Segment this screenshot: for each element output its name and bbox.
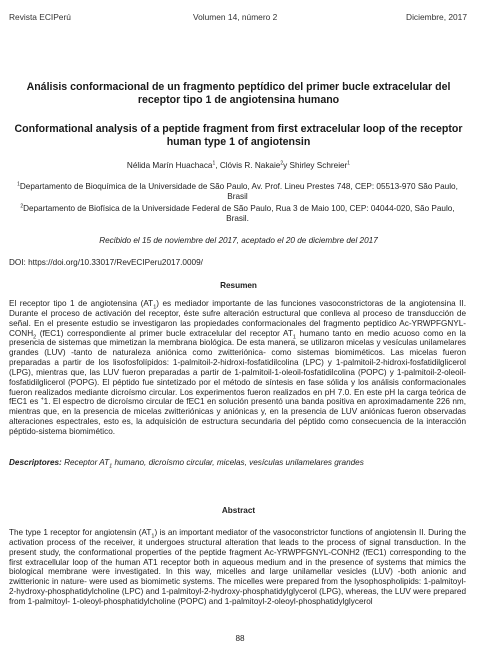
running-header xyxy=(9,13,467,25)
author-affiliation-mark: 2 xyxy=(280,160,284,167)
subscript: 2 xyxy=(33,334,37,341)
author-name: Shirley Schreier xyxy=(289,161,348,170)
subscript: 1 xyxy=(109,463,113,470)
title-spanish: Análisis conformacional de un fragmento peptídico del primer bucle extracelular del receptor tipo 1 de angiotensina humano xyxy=(26,81,451,107)
received-accepted-dates: Recibido el 15 de noviembre del 2017, aceptado el 20 de diciembre del 2017 xyxy=(99,236,378,245)
title-english: Conformational analysis of a peptide fragment from first extracelular loop of the receptor human type 1 of angiotensin xyxy=(14,123,463,149)
text-run: humano tanto en medio acuoso como en la presencia de sistemas que mimetizan la membrana biológica. De esta manera, se utilizaron micelas y vesículas unilamelares grandes (LUV) -tanto de naturaleza aniónica como zwitteriónica- como sistemas biomiméticos. Las micelas fueron preparadas a partir de los lisofosfolípidos: 1-palmitoil-2-hidroxi-fosfatidilcolina (LPC) y 1-palmitoil-2-hidroxi-fosfatidilglicerol (LPG), mientras que, las LUV fueron preparadas a partir de 1-palmitoil-1-oleoil-fosfatidilcolina (POPC) y 1-palmitoil-2-oleoil-fosfatidilglicerol (POPG). El péptido fue sintetizado por el método de síntesis en fase sólida y los análisis conformacionales fueron realizados mediante dicroísmo circular. Los experimentos fueron realizados en pH 7.0. En este pH la carga teórica de fEC1 es xyxy=(9,328,466,407)
text-run: The type 1 receptor for angiotensin (AT xyxy=(9,528,152,537)
affiliation-text: Departamento de Bioquímica de la Universidade de São Paulo, Av. Prof. Lineu Prestes 748, CEP: 05513-970 São Paulo, Brasil xyxy=(19,182,458,202)
author-name: Clóvis R. Nakaie xyxy=(219,161,281,170)
page-number: 88 xyxy=(235,634,245,643)
abstract-paragraph xyxy=(9,528,466,607)
affiliation-text: Departamento de Biofísica de la Universidade Federal de São Paulo, Rua 3 de Maio 100, CEP: 04044-020, São Paulo, Brasil. xyxy=(23,204,455,224)
text-run: 1. El espectro de dicroísmo circular de fEC1 en solución presentó una banda positiva en aproximadamente 226 nm, mientras que, en la presencia de micelas zwitteriónicas y aniónicas y, en la presencia de LUV aniónicas fueron observadas alteraciones espectrales, esto es, la adquisición de estructura secundaria del péptido como consecuencia de la interacción péptido-sistema biomimético. xyxy=(9,397,467,436)
text-run: Receptor AT xyxy=(61,458,110,467)
author-list xyxy=(9,161,468,171)
issue-date: Diciembre, 2017 xyxy=(406,12,467,22)
author-name: Nélida Marín Huachaca xyxy=(126,161,213,170)
author-separator: y xyxy=(283,161,290,170)
subscript: 1 xyxy=(151,533,155,540)
abstract-heading: Abstract xyxy=(221,506,256,515)
text-run: El receptor tipo 1 de angiotensina (AT xyxy=(9,299,154,308)
text-run: humano, dicroísmo circular, micelas, vesículas unilamelares grandes xyxy=(112,458,364,467)
descriptores-label: Descriptores: xyxy=(9,458,62,467)
journal-name: Revista ECIPerú xyxy=(9,12,71,22)
volume-issue: Volumen 14, número 2 xyxy=(193,12,278,22)
doi-line[interactable]: DOI: https://doi.org/10.33017/RevECIPeru2017.0009/ xyxy=(9,258,203,267)
resumen-heading: Resumen xyxy=(220,281,257,290)
affiliation-mark: 2 xyxy=(20,203,24,210)
affiliation-mark: 1 xyxy=(17,181,20,188)
resumen-paragraph xyxy=(9,299,466,437)
text-run: ) es mediador importante de las funciones vasoconstrictoras de la angiotensina II. Durante el proceso de activación del receptor, éste sufre alteración estructural que conlleva al proceso de transducción de señal. En el presente estudio se investigaron las propiedades conformacionales del fragmento peptídico Ac-YRWPFGNYL-CONH xyxy=(9,299,466,338)
subscript: 1 xyxy=(153,304,157,311)
superscript: + xyxy=(40,396,44,403)
descriptores-line xyxy=(9,458,466,468)
affiliation xyxy=(9,182,466,203)
subscript: 1 xyxy=(292,334,296,341)
text-run: ) is an important mediator of the vasoconstrictor functions of angiotensin II. During the activation process of the receiver, it undergoes structural alteration that leads to the process of signal transduction. In the present study, the conformational properties of the peptide fragment Ac-YRWPFGNYL-CONH2 (fEC1) corresponding to the first extracellular loop of the human AT1 receptor both in aqueous medium and in the presence of systems that mimics the biological membrane were investigated. In this way, micelles and large unilamellar vesicles (LUV) -both anionic and zwitterionic in nature- were used as biomimetic systems. The micelles were prepared from the lysophospholipids: 1-palmitoyl-2-hydroxy-phosphatidylcholine (LPC) and 1-palmitoyl-2-hydroxy-phosphatidylglycerol (LPG), whereas, the LUV were prepared from 1-palmitoyl- 1-oleoyl-phosphatidylcholine (POPC) and 1-palmitoyl-2-oleoyl-phosphatidylglycerol xyxy=(9,528,467,606)
text-run: (fEC1) correspondiente al primer bucle extracelular del receptor AT xyxy=(36,328,293,338)
affiliation xyxy=(9,204,466,225)
author-affiliation-mark: 1 xyxy=(212,160,216,167)
author-separator: , xyxy=(215,161,220,170)
author-affiliation-mark: 1 xyxy=(347,160,351,167)
